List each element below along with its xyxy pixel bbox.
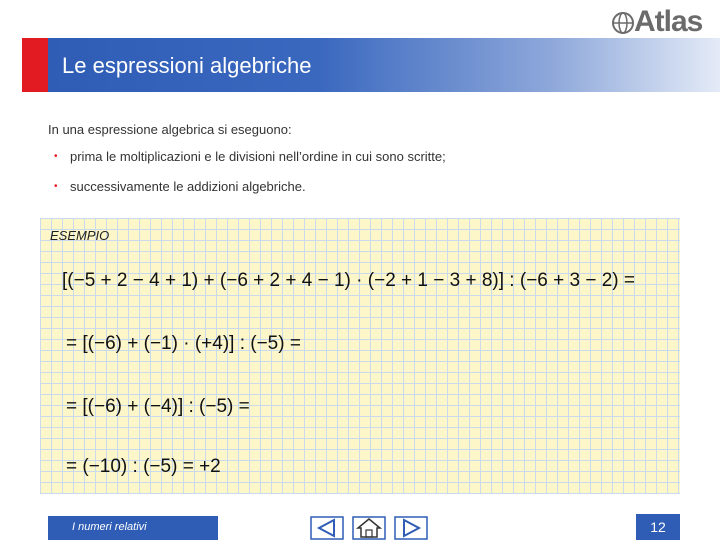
bullet-icon: •	[54, 181, 58, 192]
section-label: I numeri relativi	[72, 521, 147, 533]
expression-line: = [(−6) + (−4)] : (−5) =	[66, 396, 250, 417]
home-icon[interactable]	[352, 516, 386, 540]
page-title: Le espressioni algebriche	[62, 53, 312, 78]
globe-icon	[612, 12, 634, 34]
title-accent	[22, 38, 48, 92]
intro-text: In una espressione algebrica si eseguono:	[48, 122, 292, 137]
list-item-text: prima le moltiplicazioni e le divisioni nell’ordine in cui sono scritte;	[70, 149, 446, 164]
page-number: 12	[636, 514, 680, 540]
section-tab	[48, 516, 218, 540]
previous-icon[interactable]	[310, 516, 344, 540]
example-panel	[40, 218, 680, 494]
next-icon[interactable]	[394, 516, 428, 540]
bullet-icon: •	[54, 151, 58, 162]
expression-line: = (−10) : (−5) = +2	[66, 456, 221, 477]
expression-line: [(−5 + 2 − 4 + 1) + (−6 + 2 + 4 − 1) · (−2 + 1 − 3 + 8)] : (−6 + 3 − 2) =	[62, 270, 635, 291]
list-item	[48, 173, 446, 203]
logo-text: Atlas	[634, 5, 703, 38]
expression-line: = [(−6) + (−1) · (+4)] : (−5) =	[66, 333, 301, 354]
list-item-text: successivamente le addizioni algebriche.	[70, 179, 306, 194]
rules-list	[48, 143, 446, 203]
atlas-logo	[612, 6, 702, 38]
title-bar	[48, 38, 720, 92]
example-label: ESEMPIO	[50, 228, 110, 243]
list-item	[48, 143, 446, 173]
